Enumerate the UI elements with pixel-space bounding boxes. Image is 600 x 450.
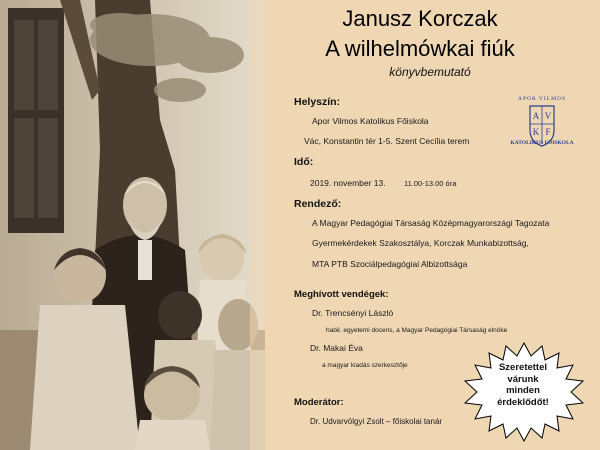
college-logo xyxy=(502,96,582,152)
time-heading: Idő: xyxy=(294,156,314,168)
author-name: Janusz Korczak xyxy=(342,6,498,31)
organizer-line-3: MTA PTB Szociálpedagógiai Albizottsága xyxy=(312,259,468,269)
logo-arc-text: APOR VILMOS xyxy=(517,96,567,102)
organizer-line-1: A Magyar Pedagógiai Társaság Középmagyarországi Tagozata xyxy=(312,218,550,228)
welcome-line-3: minden xyxy=(506,385,540,396)
moderator-line: Dr. Udvarvölgyi Zsolt – főiskolai tanár xyxy=(310,417,443,426)
sepia-photo-illustration xyxy=(0,0,265,450)
logo-letter-a: A xyxy=(532,111,540,121)
logo-letter-v: V xyxy=(544,111,552,121)
logo-caption: KATOLIKUS FŐISKOLA xyxy=(510,140,574,146)
event-subtitle: könyvbemutató xyxy=(389,65,471,79)
event-date: 2019. november 13. xyxy=(310,178,386,188)
event-hours: 11.00-13.00 óra xyxy=(404,179,457,188)
historical-photo xyxy=(0,0,265,450)
location-line-2: Vác, Konstantin tér 1-5. Szent Cecília terem xyxy=(304,136,470,146)
welcome-line-2: várunk xyxy=(507,373,539,385)
guest-1-name: Dr. Trencsényi László xyxy=(312,308,394,318)
organizer-heading: Rendező: xyxy=(294,198,342,210)
welcome-line-1: Szeretettel xyxy=(498,362,548,373)
logo-letter-k: K xyxy=(532,127,540,137)
guests-heading: Meghívott vendégek: xyxy=(294,289,389,300)
welcome-message xyxy=(470,362,576,408)
book-title: A wilhelmówkai fiúk xyxy=(325,36,515,61)
location-heading: Helyszín: xyxy=(294,96,341,108)
guest-1-role: habil. egyetemi docens, a Magyar Pedagógiai Társaság elnöke xyxy=(326,327,508,334)
logo-letter-f: F xyxy=(545,127,551,137)
guest-2-role: a magyar kiadás szerkesztője xyxy=(322,362,408,369)
guest-2-name: Dr. Makai Éva xyxy=(310,343,363,353)
moderator-heading: Moderátor: xyxy=(294,397,344,408)
welcome-line-4: érdeklődőt! xyxy=(497,396,549,408)
organizer-line-2: Gyermekérdekek Szakosztálya, Korczak Munkabizottság, xyxy=(312,238,529,248)
location-line-1: Apor Vilmos Katolikus Főiskola xyxy=(312,116,429,126)
